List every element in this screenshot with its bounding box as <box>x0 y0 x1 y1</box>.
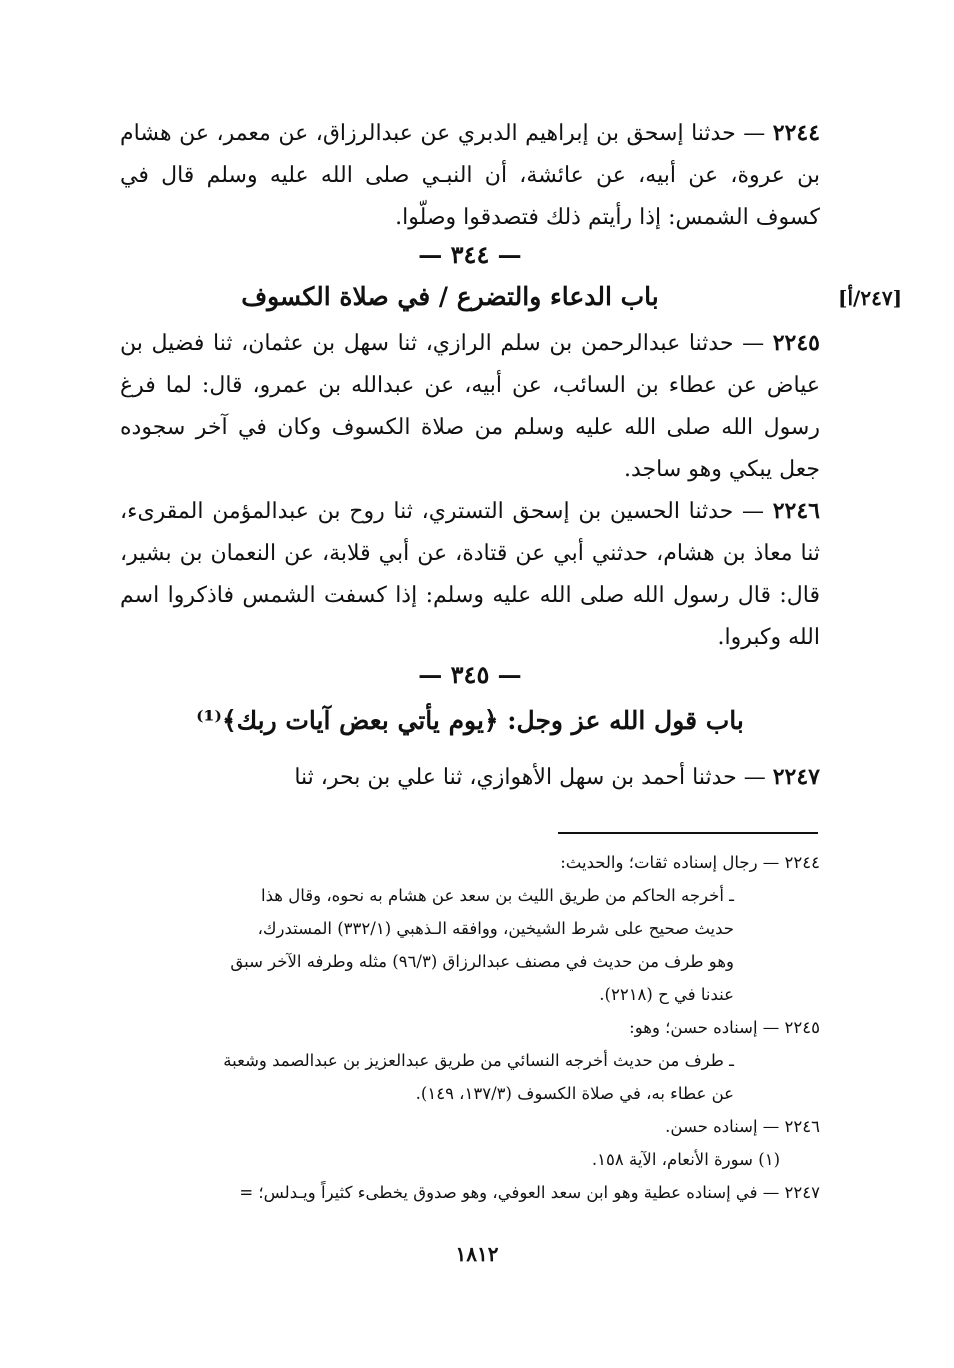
footnote-line: وهو طرف من حديث في مصنف عبدالرزاق (٩٦/٣) مثله وطرفه الآخر سبق <box>230 952 734 971</box>
hadith-number: ٢٢٤٥ <box>772 330 820 356</box>
footnote-line: ـ أخرجه الحاكم من طريق الليث بن سعد عن هشام به نحوه، وقال هذا <box>261 886 734 905</box>
section-number-344: — ٣٤٤ — <box>418 240 522 269</box>
footnote-line: عن عطاء به، في صلاة الكسوف (١٣٧/٣، ١٤٩). <box>415 1084 734 1103</box>
footnotes <box>100 846 820 1209</box>
hadith-2244-paragraph <box>120 112 820 239</box>
hadith-2244 <box>120 112 820 239</box>
quran-reference-note: (١) سورة الأنعام، الآية ١٥٨. <box>591 1150 780 1169</box>
footnote-line: ٢٢٤٦ — إسناده حسن. <box>665 1117 820 1136</box>
hadith-2246 <box>120 490 820 659</box>
hadith-number: ٢٢٤٧ <box>772 764 820 790</box>
hadith-2246-paragraph <box>120 490 820 659</box>
hadith-text: — حدثنا أحمد بن سهل الأهوازي، ثنا علي بن بحر، ثنا <box>294 765 766 790</box>
hadith-2247 <box>120 756 820 799</box>
footnote-line: ـ طرف من حديث أخرجه النسائي من طريق عبدالعزيز بن عبدالصمد وشعبة <box>223 1051 734 1070</box>
section-number-345: — ٣٤٥ — <box>418 660 522 689</box>
chapter-title-345: باب قول الله عز وجل: ﴿يوم يأتي بعض آيات ربك﴾⁽¹⁾ <box>196 706 744 735</box>
chapter-title-344: باب الدعاء والتضرع / في صلاة الكسوف <box>241 282 659 311</box>
hadith-number: ٢٢٤٦ <box>772 498 820 524</box>
footnote-line: ٢٢٤٧ — في إسناده عطية وهو ابن سعد العوفي، وهو صدوق يخطىء كثيراً ويـدلس؛ = <box>239 1183 820 1202</box>
hadith-text: — حدثنا عبدالرحمن بن سلم الرازي، ثنا سهل بن عثمان، ثنا فضيل بن عياض عن عطاء بن السائب، عن أبيه، عن عبدالله بن عمرو، قال: لما فرغ رسول الله صلى الله عليه وسلم من صلاة الكسوف وكان في آخر سجوده جعل يبكي وهو ساجد. <box>120 331 820 482</box>
footnote-line: ٢٢٤٤ — رجال إسناده ثقات؛ والحديث: <box>560 853 820 872</box>
page-number: ١٨١٢ <box>455 1242 499 1266</box>
hadith-text: — حدثنا إسحق بن إبراهيم الدبري عن عبدالرزاق، عن معمر، عن هشام بن عروة، عن أبيه، عن عائشة، أن النبـي صلى الله عليه وسلم قال في كسوف الشمس: إذا رأيتم ذلك فتصدقوا وصلّوا. <box>120 121 820 230</box>
hadith-number: ٢٢٤٤ <box>772 120 821 146</box>
manuscript-reference: [٢٤٧/أ] <box>838 286 903 310</box>
footnote-line: عندنا في ح (٢٢١٨). <box>599 985 734 1004</box>
hadith-2245-paragraph <box>120 322 820 491</box>
footnote-line: ٢٢٤٥ — إسناده حسن؛ وهو: <box>629 1018 820 1037</box>
footnote-line: حديث صحيح على شرط الشيخين، ووافقه الـذهبي (٣٣٢/١) المستدرك، <box>257 919 734 938</box>
hadith-2245 <box>120 322 820 491</box>
footnote-divider <box>558 832 818 834</box>
hadith-2247-paragraph <box>120 756 820 799</box>
hadith-text: — حدثنا الحسين بن إسحق التستري، ثنا روح بن عبدالمؤمن المقرىء، ثنا معاذ بن هشام، حدثني أبي عن قتادة، عن أبي قلابة، عن النعمان بن بشير، قال: قال رسول الله صلى الله عليه وسلم: إذا كسفت الشمس فاذكروا اسم الله وكبروا. <box>120 499 820 650</box>
